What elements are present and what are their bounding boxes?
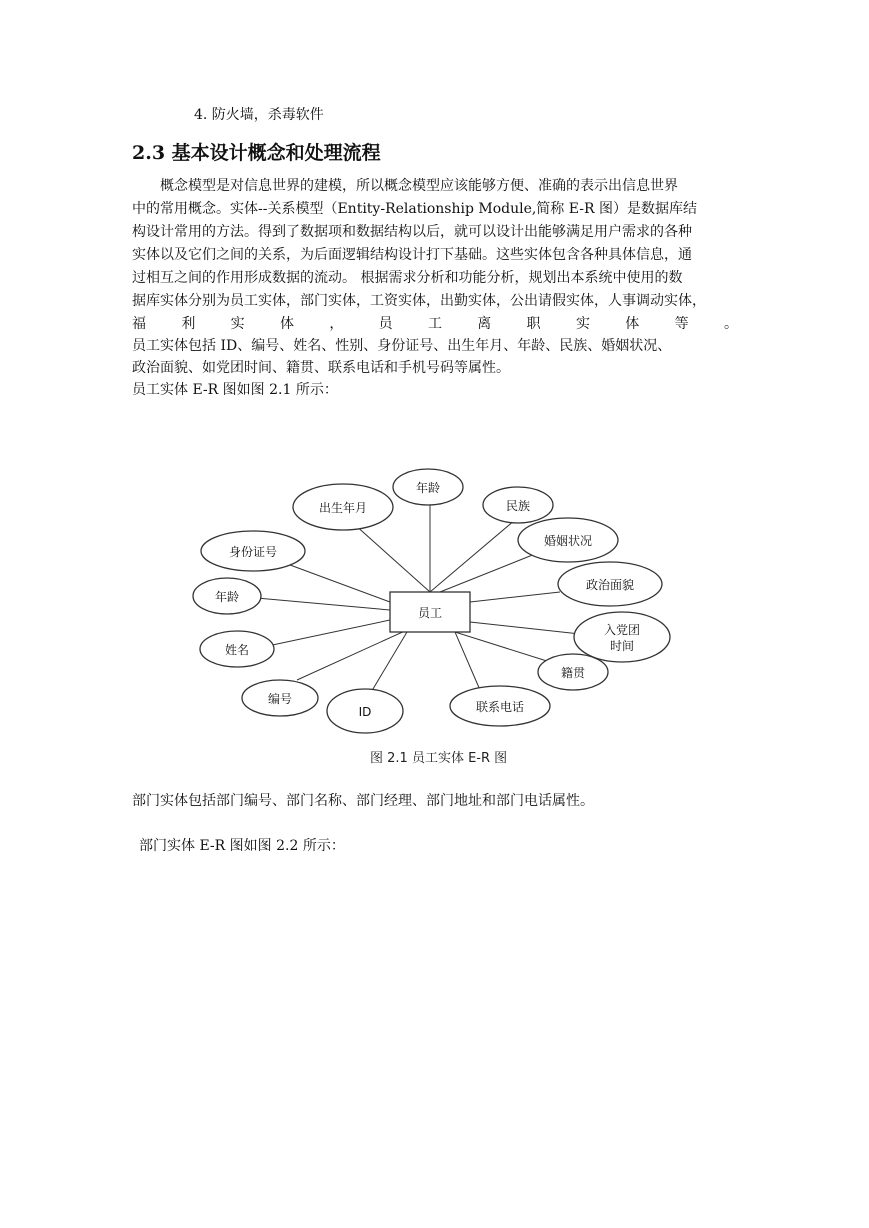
justified-char: 职	[526, 316, 541, 332]
paragraph-line: 概念模型是对信息世界的建模，所以概念模型应该能够方便、准确的表示出信息世界	[160, 178, 678, 194]
attribute-label: 婚姻状况	[543, 534, 593, 548]
figure-reference: 员工实体 E-R 图如图 2.1 所示：	[132, 382, 338, 398]
justified-char: 实	[575, 316, 590, 332]
attribute-label: 籍贯	[560, 666, 586, 680]
attributes-line: 员工实体包括 ID、编号、姓名、性别、身份证号、出生年月、年龄、民族、婚姻状况、	[132, 338, 672, 354]
attribute-phone	[450, 686, 550, 726]
attribute-label: ID	[358, 705, 372, 719]
attribute-label: 出生年月	[318, 501, 368, 515]
department-figure-reference: 部门实体 E-R 图如图 2.2 所示：	[139, 838, 345, 854]
attribute-id	[327, 689, 403, 733]
attribute-label: 年龄	[415, 481, 441, 495]
attribute-label: 年龄	[214, 590, 240, 604]
attribute-label: 民族	[505, 499, 531, 513]
paragraph-line: 据库实体分别为员工实体，部门实体，工资实体，出勤实体，公出请假实体，人事调动实体，	[132, 293, 706, 309]
justified-char: 实	[230, 316, 245, 332]
attribute-name	[200, 631, 274, 667]
attribute-label: 联系电话	[475, 700, 525, 714]
paragraph-line: 过相互之间的作用形成数据的流动。 根据需求分析和功能分析，规划出本系统中使用的数	[132, 270, 683, 286]
attribute-ethnicity	[483, 487, 553, 523]
attribute-party-join-time	[574, 612, 670, 662]
attribute-label: 入党团	[603, 623, 641, 637]
attribute-id-card	[201, 531, 305, 571]
list-item-firewall: 4. 防火墙，杀毒软件	[194, 107, 324, 123]
attribute-age-left	[193, 578, 261, 614]
justified-char: 利	[181, 316, 196, 332]
justified-line	[132, 314, 738, 334]
attribute-label: 身份证号	[228, 545, 278, 559]
attribute-age-top	[393, 469, 463, 505]
justified-char: 。	[723, 316, 738, 332]
justified-char: 员	[378, 316, 393, 332]
justified-char: 工	[427, 316, 442, 332]
justified-char: 等	[674, 316, 689, 332]
justified-char: 福	[132, 316, 146, 332]
attribute-birthdate	[293, 484, 393, 530]
paragraph-line: 中的常用概念。实体--关系模型（Entity-Relationship Module,简称 E-R 图）是数据库结	[132, 201, 697, 217]
justified-char: ，	[329, 316, 344, 332]
attribute-label: 编号	[267, 692, 293, 706]
department-attributes-line: 部门实体包括部门编号、部门名称、部门经理、部门地址和部门电话属性。	[132, 793, 594, 809]
attribute-label: 政治面貌	[585, 578, 635, 592]
justified-char: 体	[625, 316, 640, 332]
figure-caption: 图 2.1 员工实体 E-R 图	[370, 751, 508, 766]
justified-char: 离	[477, 316, 492, 332]
entity-label: 员工	[417, 606, 443, 620]
attribute-label: 时间	[609, 639, 635, 653]
paragraph-line: 实体以及它们之间的关系，为后面逻辑结构设计打下基础。这些实体包含各种具体信息，通	[132, 247, 692, 263]
employee-er-diagram	[185, 462, 685, 742]
attributes-line: 政治面貌、如党团时间、籍贯、联系电话和手机号码等属性。	[132, 360, 510, 376]
justified-char: 体	[279, 316, 294, 332]
entity-box	[390, 592, 470, 632]
attribute-label: 姓名	[224, 643, 250, 657]
attribute-number	[242, 680, 318, 716]
attribute-marital-status	[518, 518, 618, 562]
paragraph-line: 构设计常用的方法。得到了数据项和数据结构以后，就可以设计出能够满足用户需求的各种	[132, 224, 692, 240]
attribute-political-status	[558, 562, 662, 606]
section-heading: 2.3 基本设计概念和处理流程	[132, 142, 381, 164]
attribute-native-place	[538, 654, 608, 690]
